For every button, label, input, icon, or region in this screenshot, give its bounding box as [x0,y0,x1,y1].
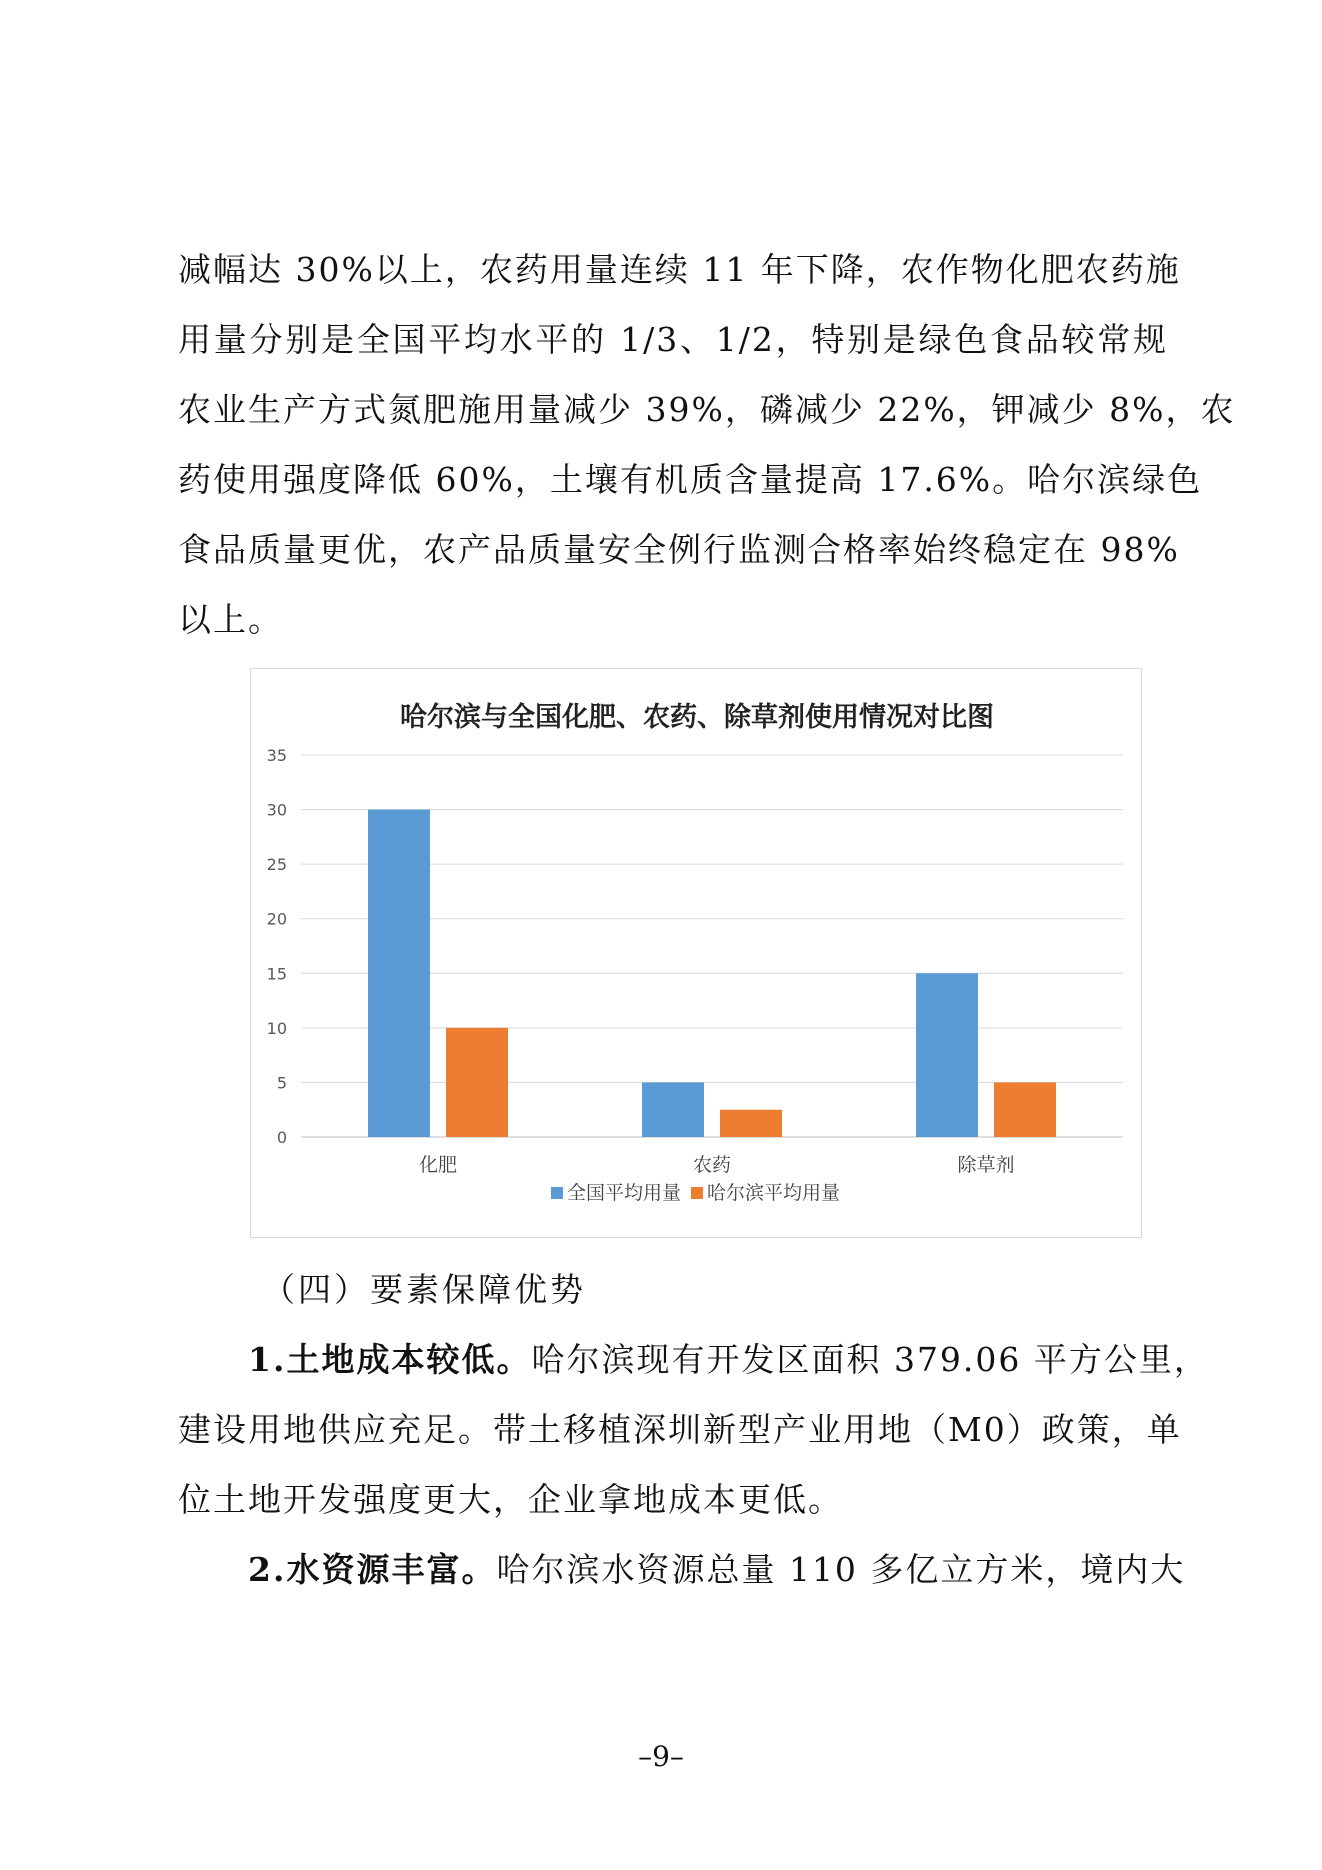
y-tick-label: 10 [266,1018,287,1038]
paragraph-line: 建设用地供应充足。带土移植深圳新型产业用地（M0）政策，单 [178,1410,1182,1449]
chart-canvas [251,669,1143,1239]
y-tick-label: 5 [276,1073,287,1093]
paragraph-line: 药使用强度降低 60%，土壤有机质含量提高 17.6%。哈尔滨绿色 [178,460,1203,499]
item-1-paragraph [178,1325,1209,1535]
bar-harbin [446,1028,508,1137]
paragraph-line: 位土地开发强度更大，企业拿地成本更低。 [178,1480,843,1519]
y-tick-label: 15 [266,964,287,984]
comparison-chart [250,668,1142,1238]
intro-paragraph [178,235,1236,655]
paragraph-line: 农业生产方式氮肥施用量减少 39%，磷减少 22%，钾减少 8%，农 [178,390,1236,429]
item-2-title: 2.水资源丰富。 [248,1550,497,1589]
page-number: –9– [638,1740,684,1773]
item-1-text: 哈尔滨现有开发区面积 379.06 平方公里， [531,1340,1209,1379]
paragraph-line: 食品质量更优，农产品质量安全例行监测合格率始终稳定在 98% [178,530,1180,569]
y-tick-label: 30 [266,800,287,820]
x-category-label: 除草剂 [957,1154,1015,1176]
item-2-paragraph [178,1535,1186,1605]
bar-national [916,973,978,1137]
item-1-title: 1.土地成本较低。 [248,1340,532,1379]
chart-title: 哈尔滨与全国化肥、农药、除草剂使用情况对比图 [400,702,994,733]
bar-national [368,810,430,1137]
bar-national [642,1082,704,1137]
bar-harbin [720,1110,782,1137]
item-2-text: 哈尔滨水资源总量 110 多亿立方米，境内大 [496,1550,1186,1589]
paragraph-line: 以上。 [178,600,283,639]
legend-label: 哈尔滨平均用量 [707,1182,841,1204]
legend-swatch [551,1187,563,1199]
bar-harbin [994,1082,1056,1137]
legend-label: 全国平均用量 [567,1182,682,1204]
section-heading: （四）要素保障优势 [262,1270,586,1309]
x-category-label: 农药 [692,1154,732,1176]
y-tick-label: 35 [266,746,287,765]
y-tick-label: 25 [266,855,287,875]
paragraph-line: 减幅达 30%以上，农药用量连续 11 年下降，农作物化肥农药施 [178,250,1181,289]
x-category-label: 化肥 [418,1154,458,1176]
legend-swatch [691,1187,703,1199]
paragraph-line [178,1535,1186,1605]
y-tick-label: 0 [276,1128,287,1147]
y-tick-label: 20 [266,909,287,929]
paragraph-line: 用量分别是全国平均水平的 1/3、1/2，特别是绿色食品较常规 [178,320,1168,359]
paragraph-line [178,1325,1209,1395]
